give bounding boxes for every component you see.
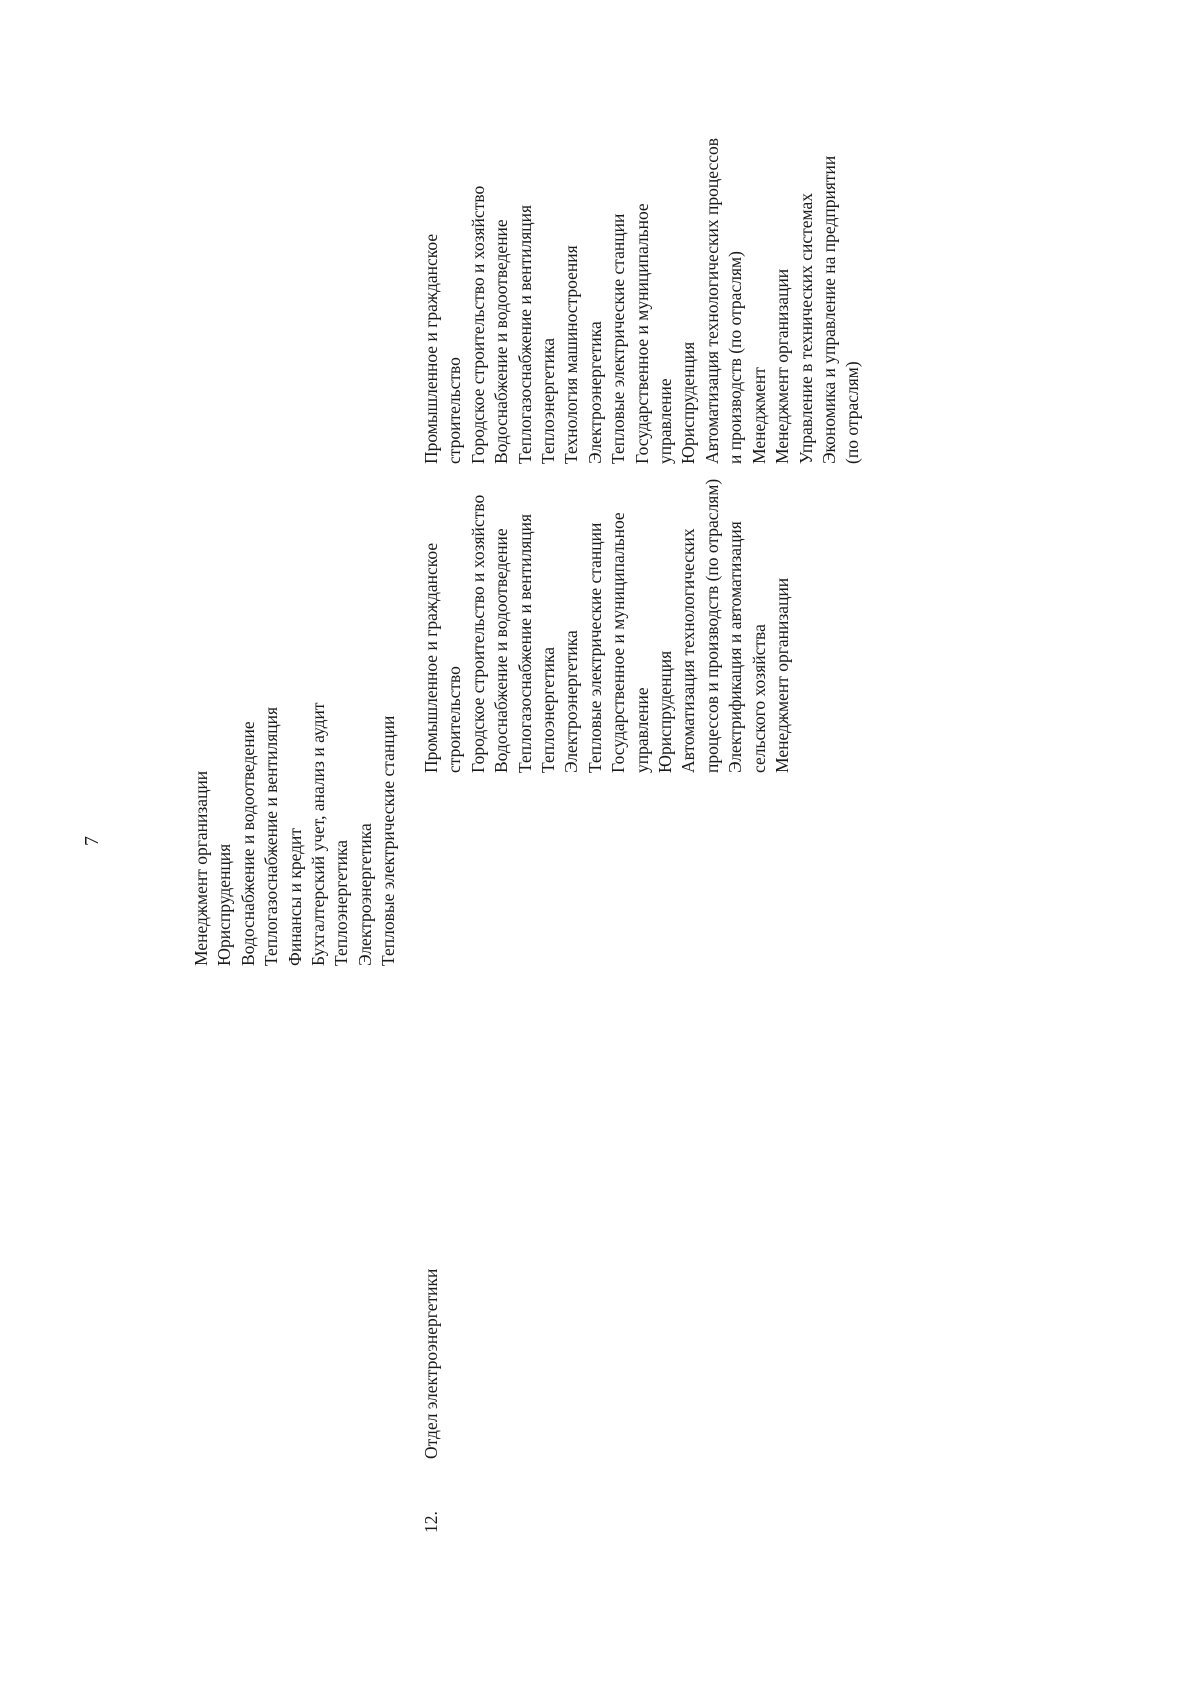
list-item: Менеджмент организации <box>191 770 211 966</box>
list-item: Менеджмент организации <box>772 577 793 773</box>
list-item: Водоснабжение и водоотведение <box>491 219 512 464</box>
continued-specialty-list <box>190 702 401 966</box>
list-item: Водоснабжение и водоотведение <box>237 721 258 966</box>
list-item: Теплоэнергетика <box>331 840 352 966</box>
list-item: Юриспруденция <box>655 650 676 773</box>
list-item: Тепловые электрические станции <box>378 715 399 966</box>
list-item: Юриспруденция <box>678 341 699 464</box>
list-item: Технология машиностроения <box>561 245 582 464</box>
list-item: процессов и производств (по отраслям) <box>701 478 722 773</box>
page-number: 7 <box>81 836 103 846</box>
list-item: Юриспруденция <box>214 843 235 966</box>
list-item: Финансы и кредит <box>284 827 305 966</box>
list-item: Водоснабжение и водоотведение <box>491 528 512 773</box>
list-item: Управление в технических системах <box>795 193 816 464</box>
list-item: Электроэнергетика <box>584 321 605 464</box>
list-item: Электрификация и автоматизация <box>725 521 746 773</box>
list-item: Городское строительство и хозяйство <box>467 185 488 464</box>
list-item: Менеджмент <box>748 367 769 464</box>
list-item: Промышленное и гражданское <box>421 233 441 464</box>
list-item: Электроэнергетика <box>561 630 582 773</box>
list-item: Электроэнергетика <box>354 823 375 966</box>
list-item: Тепловые электрические станции <box>608 213 629 464</box>
list-item: (по отраслям) <box>842 361 863 464</box>
list-item: управление <box>655 378 676 464</box>
department-name: Отдел электроэнергетики <box>421 1268 441 1459</box>
list-item: Бухгалтерский учет, анализ и аудит <box>308 702 329 966</box>
list-item: Государственное и муниципальное <box>608 512 629 773</box>
list-item: Автоматизация технологических процессов <box>701 137 722 464</box>
list-item: Теплоэнергетика <box>538 647 559 773</box>
list-item: и производств (по отраслям) <box>725 251 746 464</box>
list-item: Теплогазоснабжение и вентиляция <box>261 706 282 966</box>
list-item: управление <box>631 687 652 773</box>
list-item: Менеджмент организации <box>772 268 793 464</box>
list-item: строительство <box>444 357 465 464</box>
list-item: Государственное и муниципальное <box>631 203 652 464</box>
specialty-list-column-b <box>420 138 865 464</box>
list-item: сельского хозяйства <box>748 624 769 773</box>
list-item: Экономика и управление на предприятии <box>818 155 839 464</box>
list-item: Теплоэнергетика <box>538 338 559 464</box>
list-item: Теплогазоснабжение и вентиляция <box>514 204 535 464</box>
list-item: строительство <box>444 666 465 773</box>
row-number: 12. <box>421 1511 441 1533</box>
list-item: Тепловые электрические станции <box>584 522 605 773</box>
list-item: Городское строительство и хозяйство <box>467 494 488 773</box>
list-item: Промышленное и гражданское <box>421 542 441 773</box>
list-item: Теплогазоснабжение и вентиляция <box>514 513 535 773</box>
specialty-list-column-a <box>420 479 795 773</box>
list-item: Автоматизация технологических <box>678 528 699 773</box>
